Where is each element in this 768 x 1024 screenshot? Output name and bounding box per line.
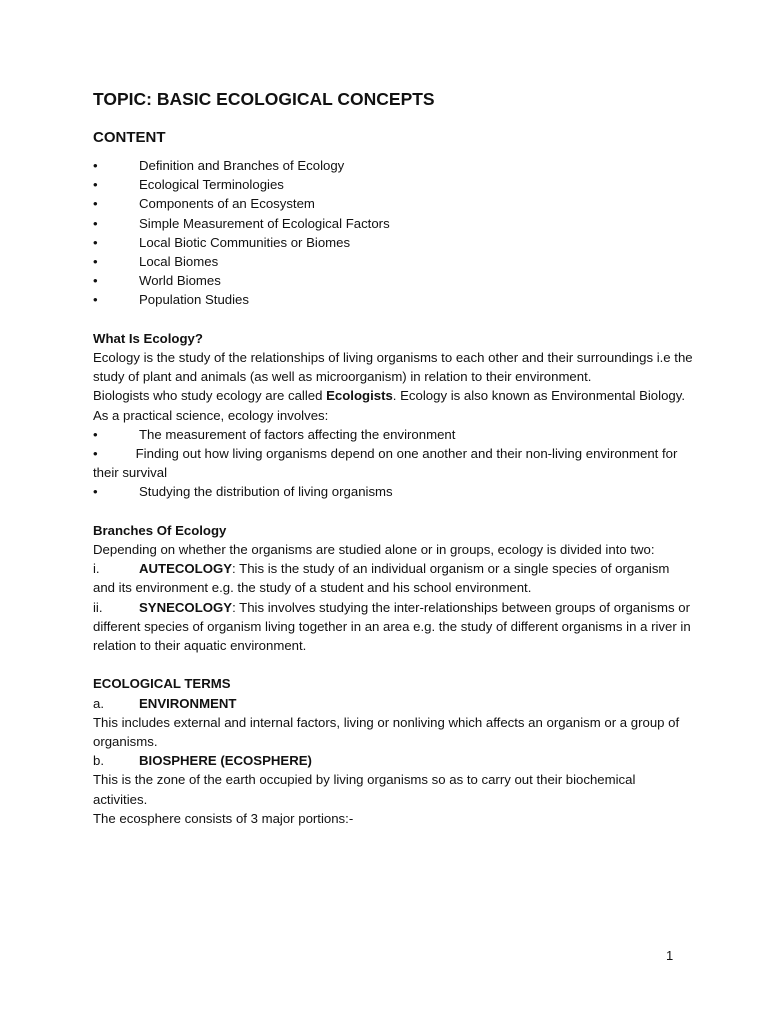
list-item: • Studying the distribution of living organisms — [93, 482, 693, 501]
document-page — [93, 86, 693, 828]
bullet-icon: • — [93, 158, 98, 173]
list-item: • Finding out how living organisms depend on one another and their non-living environment for their survival — [93, 446, 678, 481]
branch-item: i. AUTECOLOGY: This is the study of an individual organism or a single species of organism and its environment e.g. the study of a student and his school environment. — [93, 561, 670, 596]
section-heading-terms: ECOLOGICAL TERMS — [93, 676, 231, 692]
page-number: 1 — [666, 948, 674, 963]
paragraph: Depending on whether the organisms are studied alone or in groups, ecology is divided into two: — [93, 542, 655, 558]
involves-list — [93, 425, 693, 502]
paragraph: Ecology is the study of the relationships of living organisms to each other and their surroundings i.e the study of plant and animals (as well as microorganism) in relation to their environment. — [93, 350, 693, 385]
content-heading: CONTENT — [93, 129, 166, 146]
paragraph: Biologists who study ecology are called Ecologists. Ecology is also known as Environmental Biology. — [93, 388, 686, 404]
list-item: • Simple Measurement of Ecological Factors — [93, 214, 693, 233]
term-heading-biosphere: b. BIOSPHERE (ECOSPHERE) — [93, 753, 312, 769]
bullet-icon: • — [93, 446, 98, 462]
list-item: • Ecological Terminologies — [93, 175, 693, 194]
bullet-icon: • — [93, 426, 98, 442]
bullet-icon: • — [93, 254, 98, 270]
paragraph: This includes external and internal factors, living or nonliving which affects an organism or a group of organisms. — [93, 714, 680, 750]
bullet-icon: • — [93, 196, 98, 212]
term-heading-environment: a. ENVIRONMENT — [93, 695, 237, 711]
paragraph: As a practical science, ecology involves: — [93, 407, 329, 423]
bullet-icon: • — [93, 177, 98, 193]
list-item: • Population Studies — [93, 290, 693, 309]
content-list — [93, 156, 693, 310]
paragraph: The ecosphere consists of 3 major portions:- — [93, 810, 354, 826]
page-title: TOPIC: BASIC ECOLOGICAL CONCEPTS — [93, 89, 435, 109]
list-item: • Definition and Branches of Ecology — [93, 156, 693, 175]
section-heading-branches: Branches Of Ecology — [93, 522, 227, 538]
bullet-icon: • — [93, 484, 98, 500]
paragraph: This is the zone of the earth occupied by living organisms so as to carry out their biochemical activities. — [93, 772, 636, 807]
bullet-icon: • — [93, 273, 98, 289]
section-heading-ecology: What Is Ecology? — [93, 330, 203, 346]
bullet-icon: • — [93, 292, 98, 308]
list-item: • The measurement of factors affecting the environment — [93, 425, 693, 444]
bullet-icon: • — [93, 234, 98, 250]
branch-item: ii. SYNECOLOGY: This involves studying the inter-relationships between groups of organisms or different species of organism living together in an area e.g. the study of different organisms in a river in relation to their aquatic environment. — [93, 599, 691, 654]
list-item: • World Biomes — [93, 271, 693, 290]
list-item: • Components of an Ecosystem — [93, 194, 693, 213]
list-item: • Local Biomes — [93, 252, 693, 271]
list-item: • Local Biotic Communities or Biomes — [93, 233, 693, 252]
bullet-icon: • — [93, 215, 98, 231]
